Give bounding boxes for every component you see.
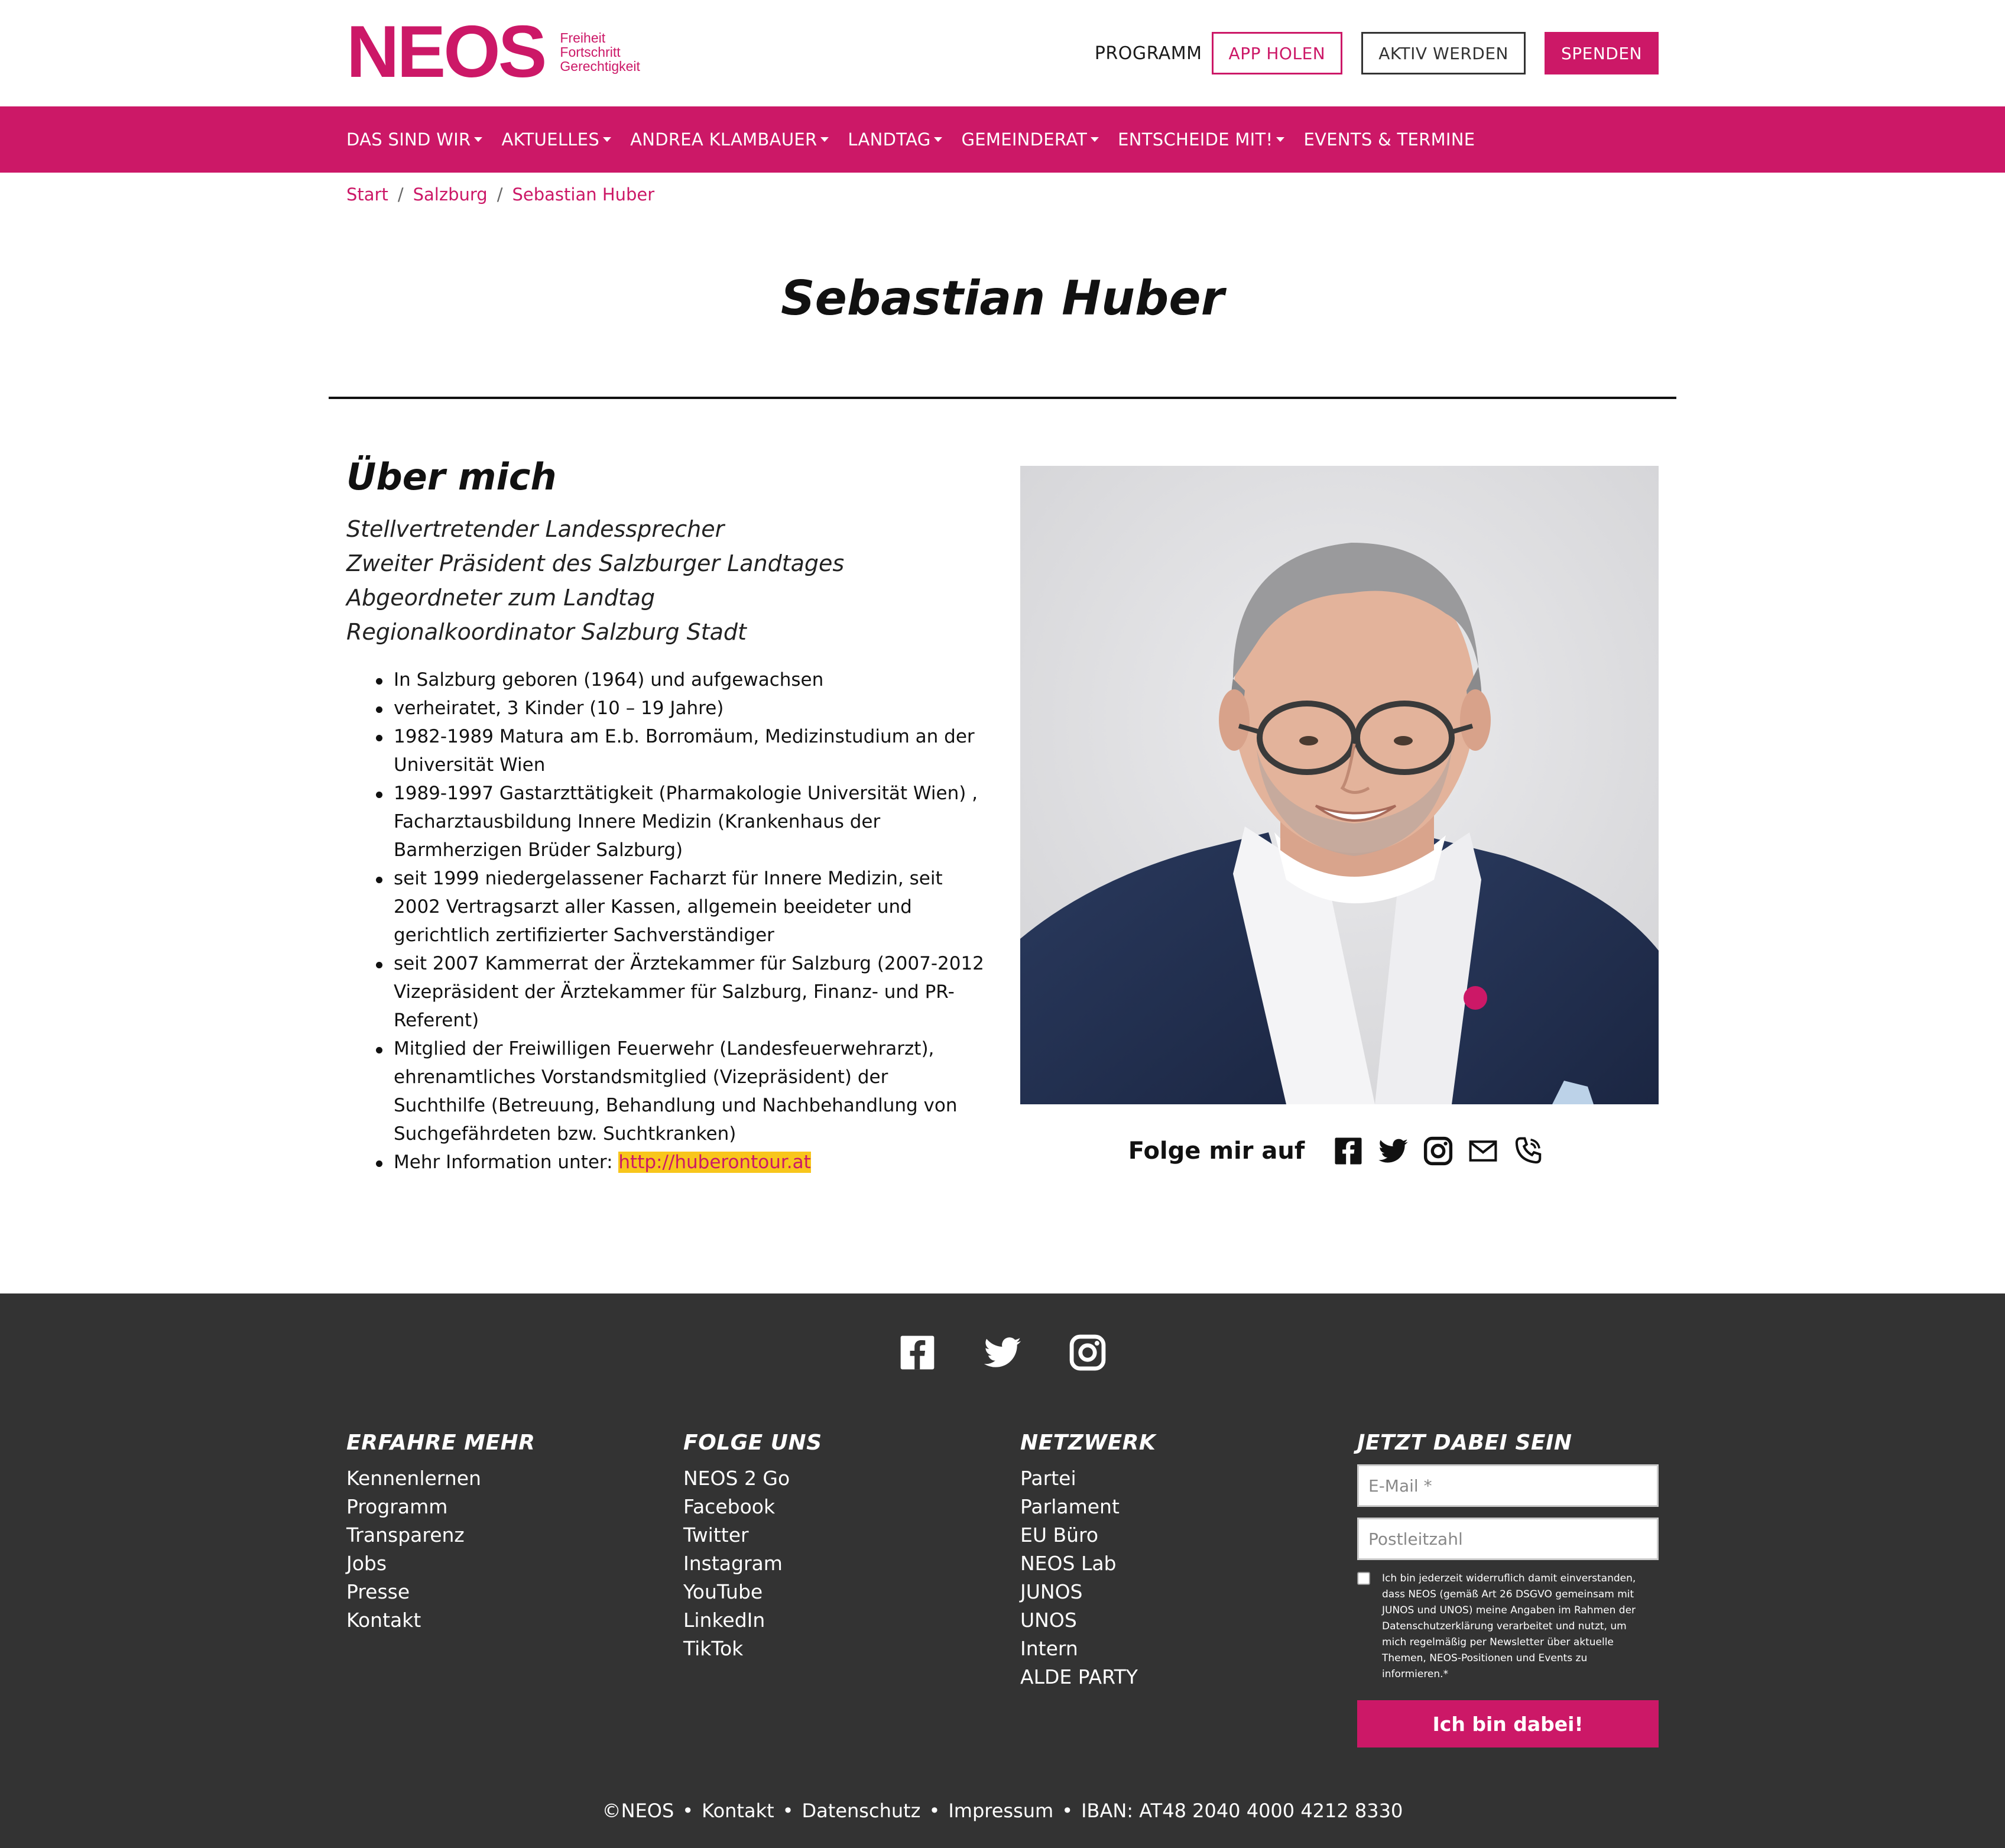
footer-bottom-impressum[interactable]: Impressum [948, 1800, 1054, 1822]
footer-bottom-bar [0, 1800, 2005, 1822]
footer-col-erfahre-mehr [346, 1431, 654, 1635]
app-holen-button[interactable]: APP HOLEN [1212, 32, 1343, 74]
breadcrumb [346, 184, 654, 205]
footer-heading: JETZT DABEI SEIN [1357, 1431, 1572, 1455]
nav-label: ANDREA KLAMBAUER [630, 129, 817, 150]
role-line: Regionalkoordinator Salzburg Stadt [346, 619, 747, 645]
consent-checkbox[interactable] [1357, 1572, 1370, 1585]
nav-item-events-termine[interactable] [1303, 129, 1475, 150]
nav-item-andrea-klambauer[interactable] [630, 129, 829, 150]
role-line: Zweiter Präsident des Salzburger Landtages [346, 550, 845, 576]
breadcrumb-current[interactable]: Sebastian Huber [512, 184, 655, 205]
footer-link-neos-2-go[interactable]: NEOS 2 Go [683, 1467, 790, 1490]
header-actions [1095, 32, 1659, 74]
footer-link-jobs[interactable]: Jobs [346, 1552, 387, 1575]
portrait-illustration [1020, 466, 1659, 1104]
title-divider [329, 397, 1676, 399]
footer-link-facebook[interactable]: Facebook [683, 1495, 776, 1518]
list-item: In Salzburg geboren (1964) und aufgewachsen [346, 666, 985, 694]
tagline-line: Fortschritt [560, 44, 621, 60]
copyright-text: ©NEOS [602, 1800, 674, 1822]
facebook-icon[interactable] [1332, 1135, 1364, 1167]
footer-link-presse[interactable]: Presse [346, 1580, 410, 1603]
consent-text: Ich bin jederzeit widerruflich damit einverstanden, dass NEOS (gemäß Art 26 DSGVO gemeinsam mit JUNOS und UNOS) meine Angaben im Rahmen der Datenschutzerklärung verarbeitet und nutzt, um mich regelmäßig per Newsletter über aktuelle Themen, NEOS-Positionen und Events zu informieren.* [1382, 1573, 1636, 1680]
follow-me-row [1020, 1130, 1659, 1172]
breadcrumb-start[interactable]: Start [346, 184, 388, 205]
nav-item-entscheide-mit[interactable] [1118, 129, 1284, 150]
twitter-icon[interactable] [1377, 1135, 1409, 1167]
bio-list [346, 666, 985, 1176]
caret-down-icon [474, 137, 482, 142]
list-item [346, 1148, 985, 1176]
footer-bottom-datenschutz[interactable]: Datenschutz [802, 1800, 921, 1822]
footer-link-unos[interactable]: UNOS [1020, 1609, 1077, 1632]
caret-down-icon [934, 137, 942, 142]
footer-link-partei[interactable]: Partei [1020, 1467, 1076, 1490]
portrait-photo [1020, 466, 1659, 1104]
about-heading: Über mich [346, 455, 557, 498]
nav-item-gemeinderat[interactable] [961, 129, 1099, 150]
footer-link-transparenz[interactable]: Transparenz [346, 1523, 465, 1547]
footer-separator: • [929, 1800, 940, 1822]
twitter-icon[interactable] [982, 1332, 1023, 1373]
programm-link[interactable]: PROGRAMM [1094, 43, 1202, 64]
caret-down-icon [1091, 137, 1099, 142]
caret-down-icon [820, 137, 829, 142]
role-line: Abgeordneter zum Landtag [346, 585, 656, 611]
nav-label: GEMEINDERAT [961, 129, 1088, 150]
nav-label: AKTUELLES [501, 129, 600, 150]
nav-label: EVENTS & TERMINE [1303, 129, 1475, 150]
site-header [0, 0, 2005, 106]
footer-link-twitter[interactable]: Twitter [683, 1523, 749, 1547]
footer-link-youtube[interactable]: YouTube [683, 1580, 763, 1603]
footer-heading: FOLGE UNS [683, 1431, 822, 1455]
nav-item-das-sind-wir[interactable] [346, 129, 482, 150]
footer-col-netzwerk [1020, 1431, 1328, 1691]
roles-list [346, 512, 844, 649]
footer-link-tiktok[interactable]: TikTok [683, 1637, 744, 1660]
footer-link-parlament[interactable]: Parlament [1020, 1495, 1120, 1518]
footer-heading: ERFAHRE MEHR [346, 1431, 536, 1455]
list-item: 1989-1997 Gastarzttätigkeit (Pharmakologie Universität Wien) , Facharztausbildung Innere Medizin (Krankenhaus der Barmherzigen Brüder Salzburg) [346, 779, 985, 864]
list-item: Mitglied der Freiwilligen Feuerwehr (Landesfeuerwehrarzt), ehrenamtliches Vorstandsmitglied (Vizepräsident) der Suchthilfe (Betreuung, Behandlung und Nachbehandlung von Suchgefährdeten bzw. Suchtkranken) [346, 1035, 985, 1148]
footer-bottom-kontakt[interactable]: Kontakt [702, 1800, 774, 1822]
footer-link-junos[interactable]: JUNOS [1020, 1580, 1083, 1603]
site-footer [0, 1293, 2005, 1848]
footer-separator: • [1062, 1800, 1073, 1822]
iban-text: IBAN: AT48 2040 4000 4212 8330 [1081, 1800, 1403, 1822]
logo-wordmark: NEOS [346, 11, 545, 93]
nav-label: LANDTAG [848, 129, 931, 150]
footer-link-neos-lab[interactable]: NEOS Lab [1020, 1552, 1117, 1575]
huberontour-link[interactable]: http://huberontour.at [618, 1152, 811, 1173]
phone-icon[interactable] [1512, 1135, 1544, 1167]
footer-link-instagram[interactable]: Instagram [683, 1552, 783, 1575]
footer-social-icons [0, 1332, 2005, 1373]
caret-down-icon [603, 137, 611, 142]
neos-logo[interactable] [346, 11, 640, 93]
list-item: verheiratet, 3 Kinder (10 – 19 Jahre) [346, 694, 985, 722]
instagram-icon[interactable] [1068, 1332, 1108, 1373]
main-nav [0, 106, 2005, 173]
breadcrumb-separator: / [397, 184, 404, 205]
facebook-icon[interactable] [897, 1332, 937, 1373]
footer-link-linkedin[interactable]: LinkedIn [683, 1609, 765, 1632]
tagline-line: Gerechtigkeit [560, 59, 640, 74]
role-line: Stellvertretender Landessprecher [346, 516, 725, 542]
page-title: Sebastian Huber [780, 271, 1225, 326]
consent-row [1357, 1571, 1665, 1682]
mail-icon[interactable] [1467, 1135, 1499, 1167]
nav-label: DAS SIND WIR [346, 129, 471, 150]
footer-link-kontakt[interactable]: Kontakt [346, 1609, 421, 1632]
postleitzahl-field[interactable]: Postleitzahl [1357, 1518, 1659, 1560]
footer-link-kennenlernen[interactable]: Kennenlernen [346, 1467, 481, 1490]
list-item: 1982-1989 Matura am E.b. Borromäum, Medizinstudium an der Universität Wien [346, 722, 985, 779]
spenden-button[interactable]: SPENDEN [1545, 32, 1659, 74]
breadcrumb-salzburg[interactable]: Salzburg [413, 184, 488, 205]
footer-link-eu-buero[interactable]: EU Büro [1020, 1523, 1099, 1547]
caret-down-icon [1276, 137, 1284, 142]
breadcrumb-separator: / [497, 184, 503, 205]
footer-link-intern[interactable]: Intern [1020, 1637, 1078, 1660]
tagline-line: Freiheit [560, 30, 606, 46]
nav-item-landtag[interactable] [848, 129, 942, 150]
follow-label: Folge mir auf [1128, 1137, 1305, 1165]
footer-link-programm[interactable]: Programm [346, 1495, 448, 1518]
nav-item-aktuelles[interactable] [501, 129, 611, 150]
footer-heading: NETZWERK [1020, 1431, 1156, 1455]
logo-tagline [560, 31, 640, 73]
footer-separator: • [682, 1800, 694, 1822]
list-item: seit 2007 Kammerrat der Ärztekammer für Salzburg (2007-2012 Vizepräsident der Ärztekammer für Salzburg, Finanz- und PR-Referent) [346, 949, 985, 1035]
aktiv-werden-button[interactable]: AKTIV WERDEN [1361, 32, 1526, 74]
footer-link-alde-party[interactable]: ALDE PARTY [1020, 1665, 1138, 1688]
nav-label: ENTSCHEIDE MIT! [1118, 129, 1273, 150]
instagram-icon[interactable] [1422, 1135, 1454, 1167]
footer-signup-form [1357, 1431, 1665, 1748]
ich-bin-dabei-button[interactable]: Ich bin dabei! [1357, 1700, 1659, 1748]
footer-separator: • [782, 1800, 794, 1822]
more-info-label: Mehr Information unter: [394, 1152, 619, 1173]
footer-col-folge-uns [683, 1431, 991, 1663]
list-item: seit 1999 niedergelassener Facharzt für Innere Medizin, seit 2002 Vertragsarzt aller Kassen, allgemein beeideter und gerichtlich zertifizierter Sachverständiger [346, 864, 985, 949]
email-field[interactable]: E-Mail * [1357, 1464, 1659, 1507]
